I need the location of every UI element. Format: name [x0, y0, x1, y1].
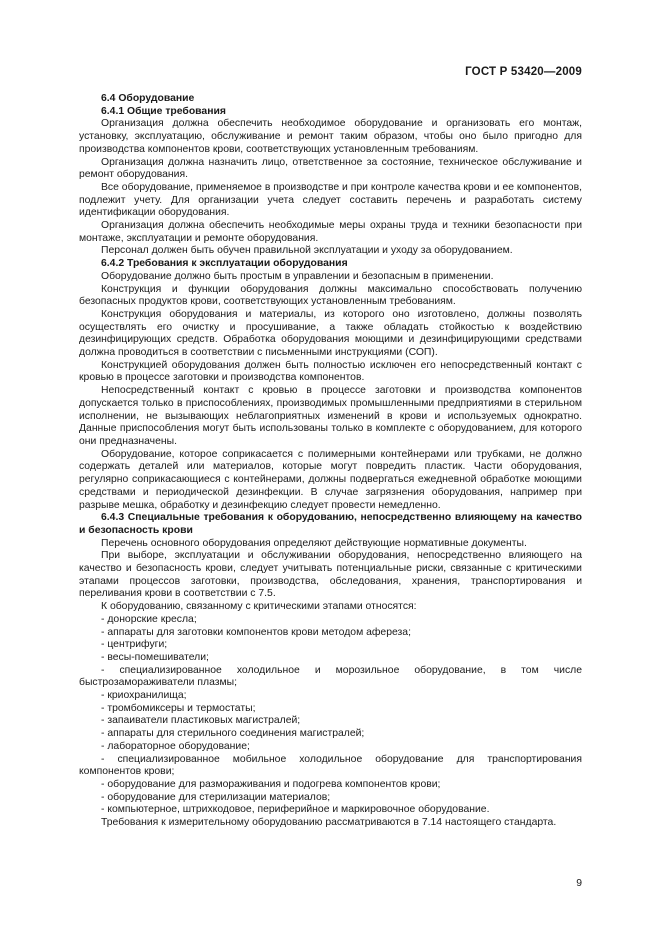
list-item: - оборудование для размораживания и подогрева компонентов крови;	[101, 778, 441, 790]
paragraph: Непосредственный контакт с кровью в процессе заготовки и производства компонентов допускается только в приспособлениях, производимых промышленными предприятиями в стерильном исполнении, не вызывающих неблагоприятных изменений в крови и используемых однократно. Данные приспособления могут быть использованы только в комплекте с оборудованием, для которого они предназначены.	[79, 385, 582, 447]
paragraph: Все оборудование, применяемое в производстве и при контроле качества крови и ее компонентов, подлежит учету. Для организации учета следует составить перечень и разработать систему идентификации оборудования.	[79, 181, 582, 219]
paragraph: Перечень основного оборудования определяют действующие нормативные документы.	[101, 537, 527, 549]
page-number: 9	[576, 878, 582, 889]
paragraph: Персонал должен быть обучен правильной эксплуатации и уходу за оборудованием.	[101, 245, 513, 257]
standard-header: ГОСТ Р 53420—2009	[465, 66, 582, 78]
paragraph: Оборудование должно быть простым в управлении и безопасным в применении.	[101, 270, 494, 282]
list-item: - специализированное мобильное холодильное оборудование для транспортирования компонентов крови;	[79, 753, 582, 778]
section-6-4-1-title: 6.4.1 Общие требования	[101, 105, 226, 117]
list-item: - криохранилища;	[101, 690, 187, 702]
list-item: - центрифуги;	[101, 639, 168, 651]
list-item: - лабораторное оборудование;	[101, 740, 250, 752]
list-item: - тромбомиксеры и термостаты;	[101, 702, 256, 714]
section-6-4-2-title: 6.4.2 Требования к эксплуатации оборудования	[101, 258, 348, 270]
paragraph: Организация должна назначить лицо, ответственное за состояние, техническое обслуживание и ремонт оборудования.	[79, 156, 582, 181]
section-6-4-3-title: 6.4.3 Специальные требования к оборудованию, непосредственно влияющему на качество и безопасность крови	[79, 512, 582, 536]
paragraph: Требования к измерительному оборудованию рассматриваются в 7.14 настоящего стандарта.	[101, 817, 557, 829]
list-item: - запаиватели пластиковых магистралей;	[101, 715, 301, 727]
list-item: - специализированное холодильное и морозильное оборудование, в том числе быстрозамораживатели плазмы;	[79, 664, 582, 689]
list-item: - донорские кресла;	[101, 613, 197, 625]
list-item: - аппараты для стерильного соединения магистралей;	[101, 728, 365, 740]
list-item: - компьютерное, штрихкодовое, периферийное и маркировочное оборудование.	[101, 804, 490, 816]
paragraph: Оборудование, которое соприкасается с полимерными контейнерами или трубками, не должно содержать деталей или материалов, которые могут повредить пластик. Части оборудования, регулярно соприкасающиеся с контейнерами, должны подвергаться ежедневной обработке моющими средствами и периодической дезинфекции. В случае загрязнения оборудования, например при разрыве мешка, обработку и дезинфекцию следует провести немедленно.	[79, 448, 582, 511]
list-item: - весы-помешиватели;	[101, 651, 209, 663]
section-6-4-title: 6.4 Оборудование	[101, 93, 195, 104]
list-item: - оборудование для стерилизации материалов;	[101, 791, 331, 803]
paragraph: Конструкция и функции оборудования должны максимально способствовать получению безопасных продуктов крови, соответствующих установленным требованиям.	[79, 283, 582, 308]
paragraph: При выборе, эксплуатации и обслуживании оборудования, непосредственно влияющего на качество и безопасность крови, следует учитывать потенциальные риски, связанные с критическими этапами процессов заготовки, производства, обследования, хранения, транспортирования и переливания крови в соответствии с 7.5.	[79, 550, 582, 600]
list-item: - аппараты для заготовки компонентов крови методом афереза;	[101, 626, 411, 638]
document-body	[79, 93, 582, 830]
paragraph: Конструкцией оборудования должен быть полностью исключен его непосредственный контакт с кровью в процессе заготовки и производства компонентов.	[79, 359, 582, 384]
paragraph: Конструкция оборудования и материалы, из которого оно изготовлено, должны позволять осуществлять его очистку и просушивание, а также обладать стойкостью к воздействию дезинфицирующих средств. Обработка оборудования моющими и дезинфицирующими средствами должна проводиться в соответствии с письменными инструкциями (СОП).	[79, 308, 582, 359]
paragraph: К оборудованию, связанному с критическими этапами относятся:	[101, 601, 417, 613]
paragraph: Организация должна обеспечить необходимые меры охраны труда и техники безопасности при монтаже, эксплуатации и ремонте оборудования.	[79, 220, 582, 244]
paragraph: Организация должна обеспечить необходимое оборудование и организовать его монтаж, установку, эксплуатацию, обслуживание и ремонт таким образом, чтобы оно было пригодно для производства компонентов крови, соответствующих установленным требованиям.	[79, 118, 582, 155]
